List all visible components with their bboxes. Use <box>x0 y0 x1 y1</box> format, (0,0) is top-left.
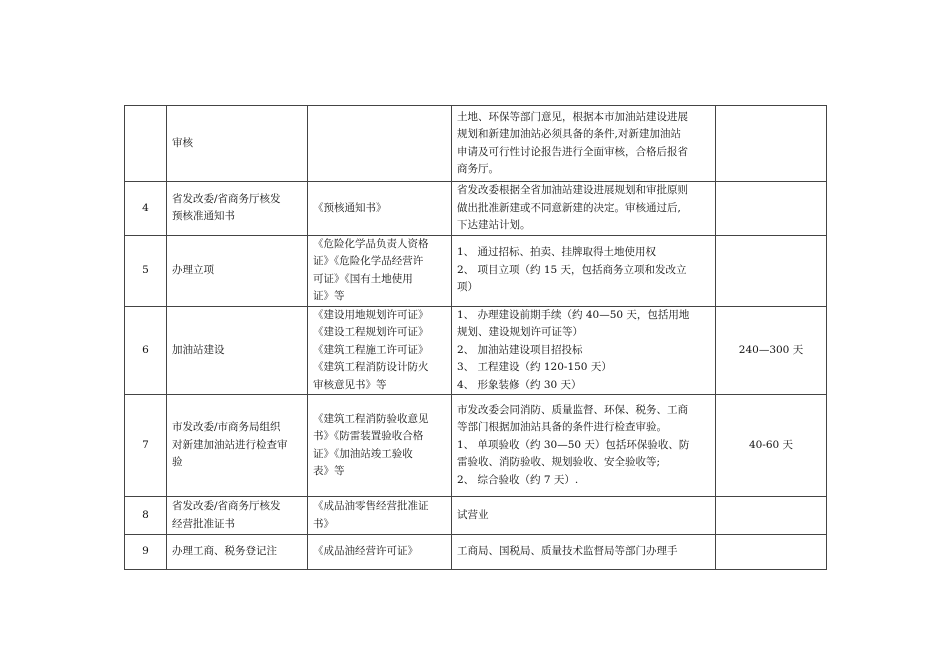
content-cell <box>452 497 716 535</box>
content-line: 项） <box>457 281 478 294</box>
content-line: 2、 综合验收（约 7 天）. <box>457 473 579 486</box>
duration-cell <box>716 535 827 570</box>
duration-cell <box>716 235 827 306</box>
document-line: 《建设用地规划许可证》 <box>313 308 429 321</box>
step-name-line: 验 <box>172 456 183 469</box>
duration-cell <box>716 182 827 236</box>
step-name-cell <box>167 106 308 182</box>
content-cell <box>452 306 716 395</box>
duration: 240—300 天 <box>738 343 804 356</box>
duration-cell <box>716 306 827 395</box>
document-line: 《建筑工程消防设计防火 <box>313 361 429 373</box>
step-number-cell <box>125 497 167 535</box>
content-line: 申请及可行性讨论报告进行全面审核，合格后报省 <box>457 145 688 158</box>
content-cell <box>452 535 716 570</box>
document-line: 审核意见书》等 <box>313 378 387 391</box>
step-number: 7 <box>142 438 149 451</box>
content-line: 工商局、国税局、质量技术监督局等部门办理手 <box>457 545 678 558</box>
step-number: 9 <box>142 545 149 558</box>
step-name-cell <box>167 535 308 570</box>
step-name-cell <box>167 306 308 395</box>
duration-cell <box>716 497 827 535</box>
documents-cell <box>308 106 452 182</box>
content-line: 等部门根据加油站具备的条件进行检查审验。 <box>457 421 667 434</box>
content-line: 4、 形象装修（约 30 天） <box>457 378 582 391</box>
table-row <box>125 182 827 236</box>
table-body <box>125 106 827 570</box>
step-name-line: 预核准通知书 <box>172 210 235 223</box>
step-number-cell <box>125 395 167 497</box>
document-line: 《建筑工程消防验收意见 <box>313 412 429 425</box>
content-line: 做出批准新建或不同意新建的决定。审核通过后, <box>457 201 681 214</box>
document-line: 《预核通知书》 <box>313 201 387 214</box>
document-line: 表》等 <box>313 465 345 477</box>
step-number: 6 <box>142 343 149 356</box>
step-name-line: 省发改委/省商务厅核发 <box>172 500 281 512</box>
document-line: 证》等 <box>313 290 345 302</box>
step-name-cell <box>167 497 308 535</box>
table-row <box>125 395 827 497</box>
duration-cell <box>716 395 827 497</box>
content-line: 试营业 <box>457 508 489 521</box>
content-cell <box>452 182 716 236</box>
step-name-cell <box>167 395 308 497</box>
table-row <box>125 306 827 395</box>
document-line: 《建设工程规划许可证》 <box>313 326 429 338</box>
content-line: 规划和新建加油站必须具备的条件,对新建加油站 <box>457 128 681 140</box>
step-number: 5 <box>142 263 149 276</box>
document-line: 《建筑工程施工许可证》 <box>313 343 429 356</box>
content-line: 土地、环保等部门意见，根据本市加油站建设进展 <box>457 110 688 123</box>
content-line: 1、 单项验收（约 30—50 天）包括环保验收、防 <box>457 438 690 451</box>
documents-cell <box>308 395 452 497</box>
content-line: 下达建站计划。 <box>457 219 531 231</box>
document-line: 《成品油零售经营批准证 <box>313 500 429 512</box>
step-number-cell <box>125 535 167 570</box>
table-row <box>125 497 827 535</box>
step-number-cell <box>125 306 167 395</box>
content-line: 省发改委根据全省加油站建设进展规划和审批原则 <box>457 184 688 196</box>
step-name-line: 省发改委/省商务厅核发 <box>172 192 281 205</box>
content-line: 1、 办理建设前期手续（约 40—50 天，包括用地 <box>457 308 690 321</box>
content-line: 规划、建设规划许可证等） <box>457 326 583 338</box>
content-cell <box>452 235 716 306</box>
table-row <box>125 106 827 182</box>
documents-cell <box>308 535 452 570</box>
content-line: 雷验收、消防验收、规划验收、安全验收等; <box>457 456 661 469</box>
document-line: 书》《防雷装置验收合格 <box>313 430 424 442</box>
step-name-cell <box>167 182 308 236</box>
step-name-line: 市发改委/市商务局组织 <box>172 421 281 434</box>
step-number: 8 <box>142 508 149 521</box>
step-name-line: 办理工商、税务登记注 <box>172 545 277 558</box>
content-line: 2、 加油站建设项目招投标 <box>457 343 583 356</box>
table-row <box>125 235 827 306</box>
document-line: 证》《危险化学品经营许 <box>313 255 424 267</box>
approval-process-table <box>124 105 827 570</box>
step-name-line: 审核 <box>172 136 193 149</box>
step-number: 4 <box>142 201 149 214</box>
content-line: 商务厅。 <box>457 163 499 175</box>
documents-cell <box>308 497 452 535</box>
documents-cell <box>308 306 452 395</box>
step-number-cell <box>125 235 167 306</box>
document-line: 《成品油经营许可证》 <box>313 545 418 558</box>
duration-cell <box>716 106 827 182</box>
content-cell <box>452 395 716 497</box>
content-line: 1、 通过招标、拍卖、挂牌取得土地使用权 <box>457 246 657 259</box>
documents-cell <box>308 182 452 236</box>
step-name-cell <box>167 235 308 306</box>
content-cell <box>452 106 716 182</box>
step-name-line: 经营批准证书 <box>172 517 235 530</box>
documents-cell <box>308 235 452 306</box>
step-name-line: 办理立项 <box>172 263 214 276</box>
document-line: 证》《加油站竣工验收 <box>313 447 413 460</box>
duration: 40-60 天 <box>748 438 794 451</box>
document-line: 书》 <box>313 517 334 530</box>
content-line: 市发改委会同消防、质量监督、环保、税务、工商 <box>457 403 688 416</box>
document-line: 《危险化学品负责人资格 <box>313 237 429 250</box>
table-row <box>125 535 827 570</box>
step-name-line: 对新建加油站进行检查审 <box>172 438 288 451</box>
content-line: 2、 项目立项（约 15 天，包括商务立项和发改立 <box>457 263 687 276</box>
step-number-cell <box>125 182 167 236</box>
document-line: 可证》《国有土地使用 <box>313 272 413 285</box>
step-name-line: 加油站建设 <box>172 343 225 356</box>
step-number-cell <box>125 106 167 182</box>
content-line: 3、 工程建设（约 120-150 天） <box>457 361 612 373</box>
